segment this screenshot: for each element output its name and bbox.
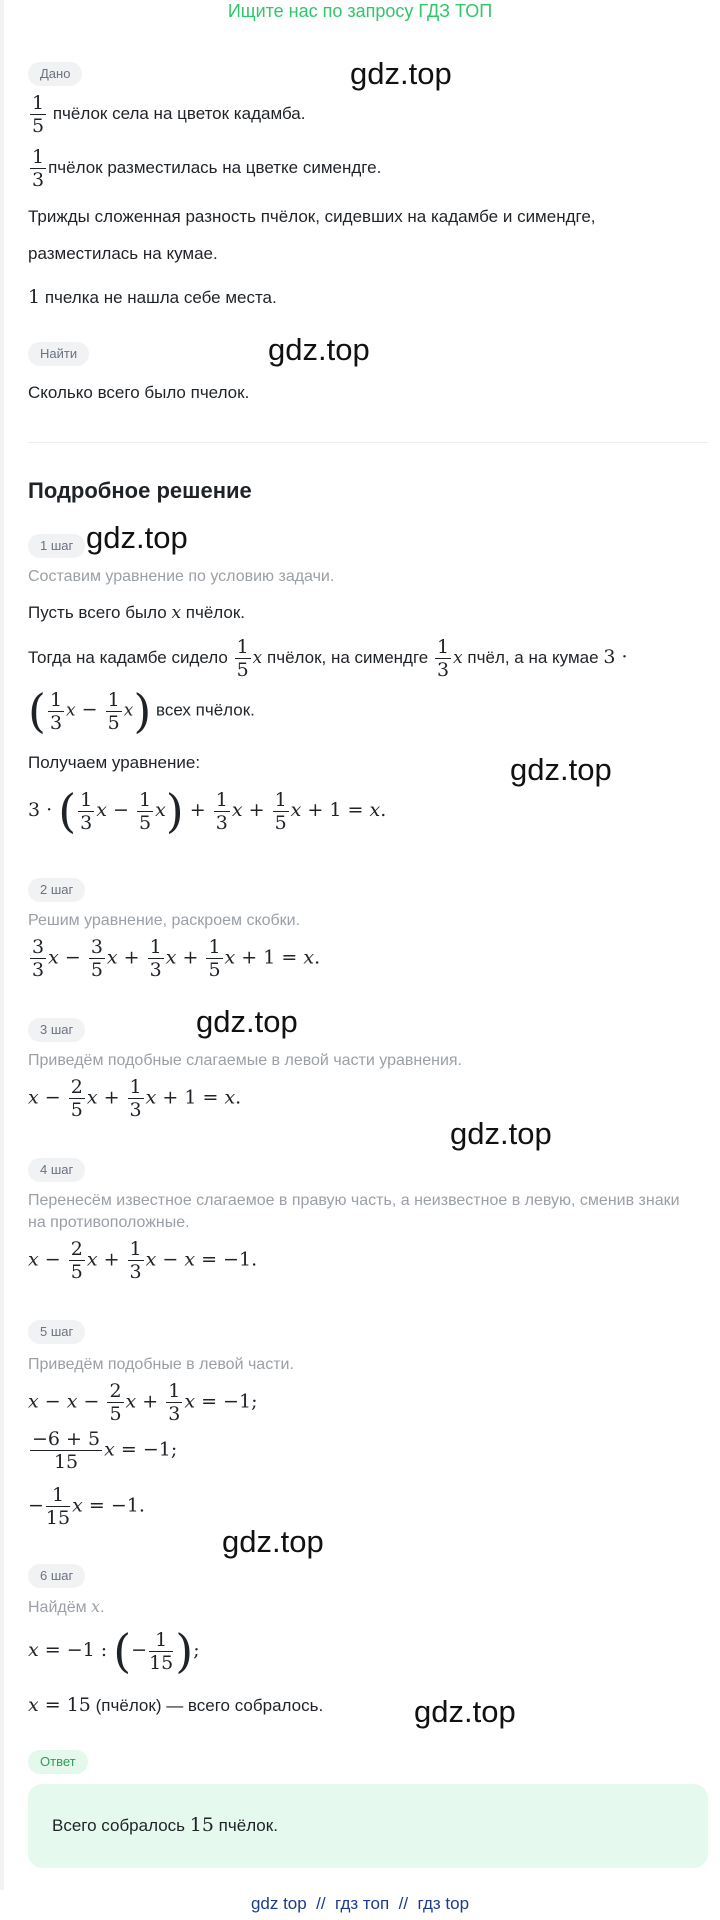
watermark: gdz.top	[350, 56, 452, 91]
find-text: Сколько всего было пчелок.	[28, 383, 250, 402]
divider	[28, 442, 708, 443]
given-line-1: $\frac{1}{5}$ пчёлок села на цветок кадамба.	[32, 92, 306, 137]
equation-6: x = −1 : (− $\frac{1}{15}$ );	[28, 1624, 200, 1678]
final-result: x = 15 (пчёлок) — всего собралось.	[28, 1694, 324, 1716]
step1-let: Пусть всего было x пчёлок.	[28, 603, 246, 623]
step-hint: Решим уравнение, раскроем скобки.	[28, 912, 301, 929]
watermark: gdz.top	[222, 1524, 324, 1559]
fraction: $\frac{1}{5}$	[32, 92, 45, 137]
step-badge: 6 шаг	[28, 1564, 85, 1588]
step-badge: 1 шаг	[28, 534, 85, 558]
step-badge: 4 шаг	[28, 1158, 85, 1182]
step-hint: Приведём подобные в левой части.	[28, 1356, 294, 1373]
step-hint: Составим уравнение по условию задачи.	[28, 568, 335, 585]
step-hint: на противоположные.	[28, 1214, 190, 1231]
step-badge: 3 шаг	[28, 1018, 85, 1042]
given-line-3: Трижды сложенная разность пчёлок, сидевших на кадамбе и симендге,	[28, 207, 596, 226]
step-hint: Приведём подобные слагаемые в левой части уравнения.	[28, 1052, 462, 1069]
equation-1: 3 · ( $\frac{1}{3}$ x − $\frac{1}{5}$ x) + $\frac{1}{3}$ x + $\frac{1}{5}$ x + 1 = x.	[28, 784, 387, 838]
equation-4: x − $\frac{2}{5}$ x + $\frac{1}{3}$ x − x = −1.	[28, 1238, 258, 1283]
step1-then: Тогда на кадамбе сидело $\frac{1}{5}$ x пчёлок, на симендге $\frac{1}{3}$ x пчёл, а на кумае 3 ·	[28, 636, 628, 681]
answer-badge: Ответ	[28, 1750, 88, 1774]
step-badge: 2 шаг	[28, 878, 85, 902]
watermark: gdz.top	[414, 1694, 516, 1729]
step-badge: 5 шаг	[28, 1320, 85, 1344]
given-line-4: разместилась на кумае.	[28, 244, 218, 263]
answer-text: Всего собралось 15 пчёлок.	[52, 1814, 278, 1836]
fraction: $\frac{1}{3}$	[32, 146, 45, 191]
step1-then-cont: ( $\frac{1}{3}$ x − $\frac{1}{5}$ x) всех пчёлок.	[28, 684, 255, 738]
find-badge: Найти	[28, 342, 89, 366]
equation-5a: x − x − $\frac{2}{5}$ x + $\frac{1}{3}$ x = −1;	[28, 1380, 258, 1425]
given-badge: Дано	[28, 62, 82, 86]
equation-5c: − $\frac{1}{15}$ x = −1.	[28, 1484, 145, 1529]
given-line-5: 1 пчелка не нашла себе места.	[28, 286, 277, 308]
step-hint: Найдём x.	[28, 1597, 105, 1616]
left-border	[0, 0, 4, 1890]
equation-5b: $\frac{-6 + 5}{15}$ x = −1;	[32, 1428, 178, 1473]
step1-eq-label: Получаем уравнение:	[28, 753, 201, 772]
watermark: gdz.top	[268, 332, 370, 367]
step-hint: Перенесём известное слагаемое в правую часть, а неизвестное в левую, сменив знаки	[28, 1192, 680, 1209]
watermark: gdz.top	[86, 520, 188, 555]
watermark: gdz.top	[196, 1004, 298, 1039]
watermark: gdz.top	[510, 752, 612, 787]
watermark: gdz.top	[450, 1116, 552, 1151]
equation-3: x − $\frac{2}{5}$ x + $\frac{1}{3}$ x + 1 = x.	[28, 1076, 242, 1121]
answer-box	[28, 1784, 708, 1868]
solution-title: Подробное решение	[28, 478, 252, 503]
equation-2: $\frac{3}{3}$ x − $\frac{3}{5}$ x + $\frac{1}{3}$ x + $\frac{1}{5}$ x + 1 = x.	[32, 936, 321, 981]
top-banner[interactable]: Ищите нас по запросу ГДЗ ТОП	[227, 1, 493, 21]
given-line-2: $\frac{1}{3}$ пчёлок разместилась на цветке симендге.	[32, 146, 382, 191]
footer-links[interactable]: gdz top // гдз топ // гдз top	[250, 1894, 470, 1913]
